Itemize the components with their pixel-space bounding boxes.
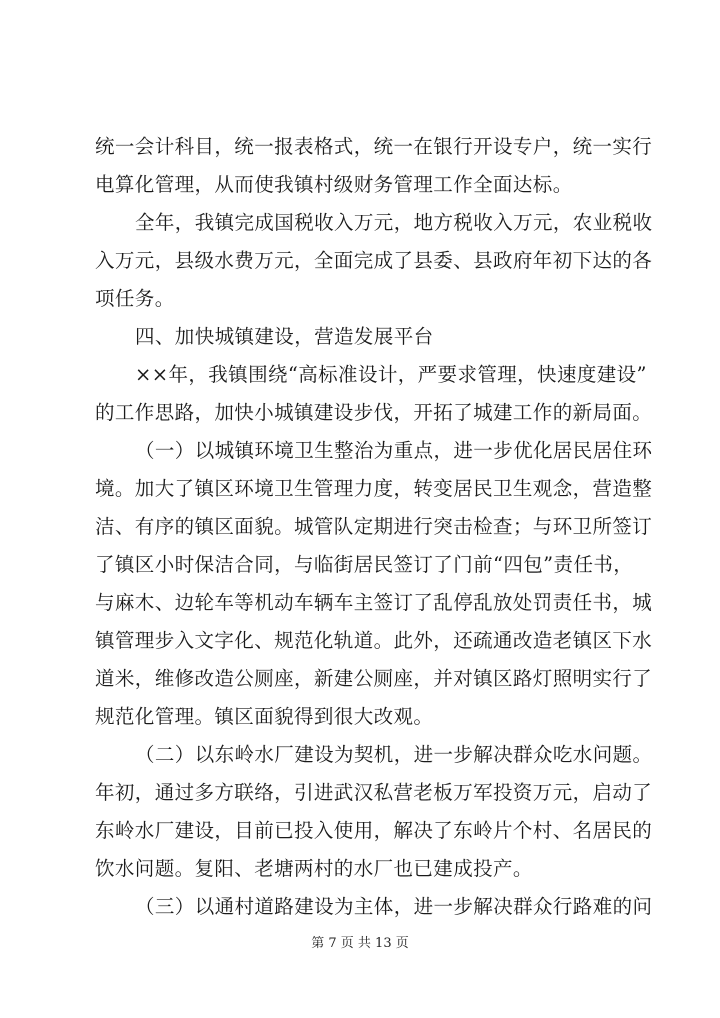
text-line: （一）以城镇环境卫生整治为重点，进一步优化居民居住环	[135, 439, 653, 462]
text-line: 统一会计科目，统一报表格式，统一在银行开设专户，统一实行	[95, 135, 653, 158]
page-number-footer: 第 7 页 共 13 页	[311, 936, 409, 951]
text-line: 境。加大了镇区环境卫生管理力度，转变居民卫生观念，营造整	[95, 477, 653, 500]
text-line: 电算化管理，从而使我镇村级财务管理工作全面达标。	[95, 173, 573, 196]
text-line: （三）以通村道路建设为主体，进一步解决群众行路难的问	[135, 895, 653, 918]
section-heading: 四、加快城镇建设，营造发展平台	[135, 325, 434, 348]
document-body	[95, 128, 675, 926]
text-line: 东岭水厂建设，目前已投入使用，解决了东岭片个村、名居民的	[95, 819, 653, 842]
text-line: 项任务。	[95, 287, 175, 310]
text-line: 镇管理步入文字化、规范化轨道。此外，还疏通改造老镇区下水	[95, 629, 653, 652]
text-line: 年初，通过多方联络，引进武汉私营老板万军投资万元，启动了	[95, 781, 653, 804]
text-line: 全年，我镇完成国税收入万元，地方税收入万元，农业税收	[135, 211, 653, 234]
text-line: （二）以东岭水厂建设为契机，进一步解决群众吃水问题。	[135, 743, 653, 766]
text-line: 规范化管理。镇区面貌得到很大改观。	[95, 705, 434, 728]
text-line: 与麻木、边轮车等机动车辆车主签订了乱停乱放处罚责任书，城	[95, 591, 653, 614]
text-line: 了镇区小时保洁合同，与临街居民签订了门前“四包”责任书，	[95, 553, 634, 576]
text-line: 洁、有序的镇区面貌。城管队定期进行突击检查；与环卫所签订	[95, 515, 653, 538]
text-line: 入万元，县级水费万元，全面完成了县委、县政府年初下达的各	[95, 249, 653, 272]
text-line: ××年，我镇围绕“高标准设计，严要求管理，快速度建设”	[135, 363, 647, 386]
text-line: 饮水问题。复阳、老塘两村的水厂也已建成投产。	[95, 857, 533, 880]
text-line: 道米，维修改造公厕座，新建公厕座，并对镇区路灯照明实行了	[95, 667, 653, 690]
text-line: 的工作思路，加快小城镇建设步伐，开拓了城建工作的新局面。	[95, 401, 653, 424]
